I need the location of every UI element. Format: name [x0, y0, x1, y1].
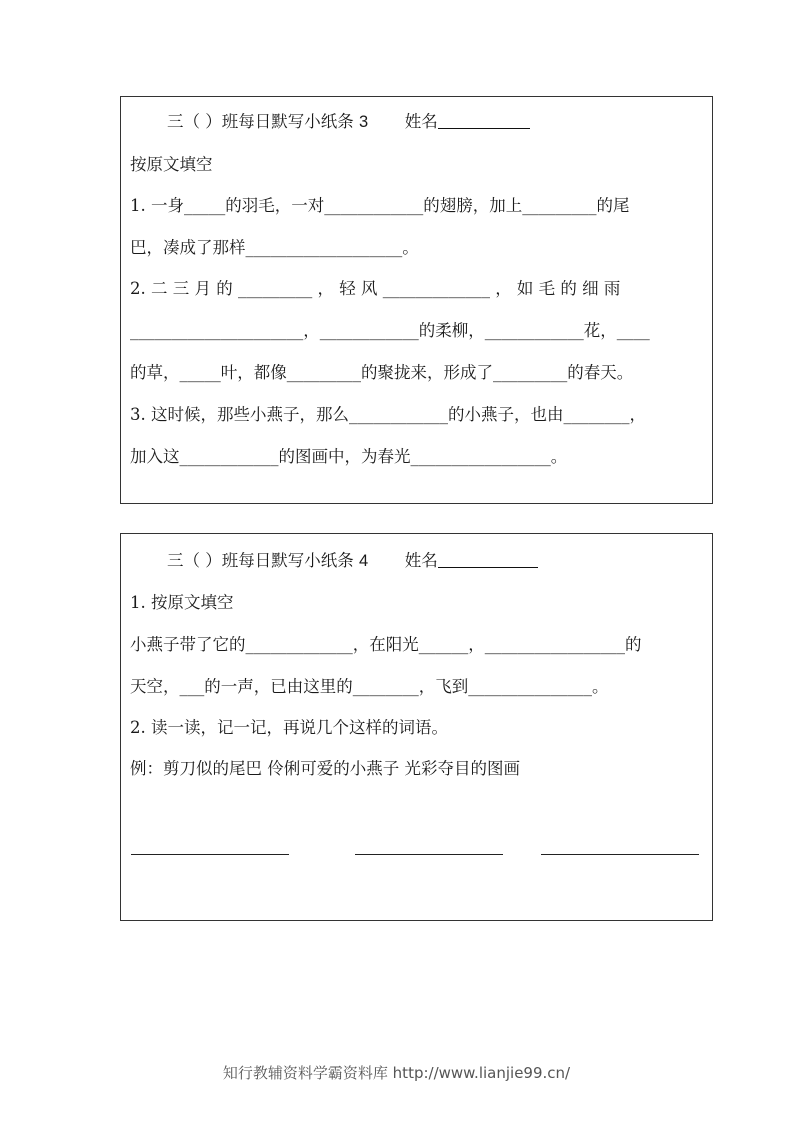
question-line: _____________________，____________的柔柳，____________花，____	[130, 321, 650, 340]
answer-blanks	[131, 854, 698, 856]
dictation-card-3	[120, 96, 713, 504]
card-number: 4	[359, 552, 369, 570]
question-line: 3. 这时候，那些小燕子，那么____________的小燕子，也由________，	[130, 405, 646, 424]
answer-blank[interactable]	[131, 854, 289, 855]
question-line: 天空，___的一声，已由这里的________，飞到_______________。	[130, 677, 609, 696]
name-label: 姓名	[404, 112, 438, 131]
answer-blank[interactable]	[355, 854, 503, 855]
instruction: 1. 按原文填空	[130, 593, 234, 612]
question-line: 的草，_____叶，都像_________的聚拢来，形成了_________的春天。	[130, 363, 634, 382]
question-line: 巴，凑成了那样___________________。	[130, 238, 419, 257]
instruction: 2. 读一读，记一记，再说几个这样的词语。	[130, 718, 448, 737]
question-line: 小燕子带了它的_____________，在阳光______，_________________的	[130, 635, 642, 654]
card-title	[167, 550, 704, 572]
instruction: 按原文填空	[130, 155, 213, 174]
answer-blank[interactable]	[541, 854, 699, 855]
dictation-card-4	[120, 533, 713, 921]
question-line: 1. 一身_____的羽毛，一对____________的翅膀，加上_________的尾	[130, 196, 630, 215]
card-number: 3	[359, 113, 369, 131]
card-title-text: 三（ ）班每日默写小纸条	[167, 551, 354, 570]
question-line: 加入这____________的图画中，为春光_________________。	[130, 447, 568, 466]
footer-watermark: 知行教辅资料学霸资料库 http://www.lianjie99.cn/	[222, 1064, 571, 1082]
card-title	[167, 111, 704, 133]
example-words: 例：剪刀似的尾巴 伶俐可爱的小燕子 光彩夺目的图画	[130, 759, 520, 778]
card-title-text: 三（ ）班每日默写小纸条	[167, 112, 354, 131]
name-blank[interactable]	[438, 112, 530, 129]
question-line: 2. 二 三 月 的 _________ ， 轻 风 _____________ ， 如 毛 的 细 雨	[130, 279, 621, 298]
name-blank[interactable]	[438, 551, 538, 568]
name-label: 姓名	[404, 551, 438, 570]
